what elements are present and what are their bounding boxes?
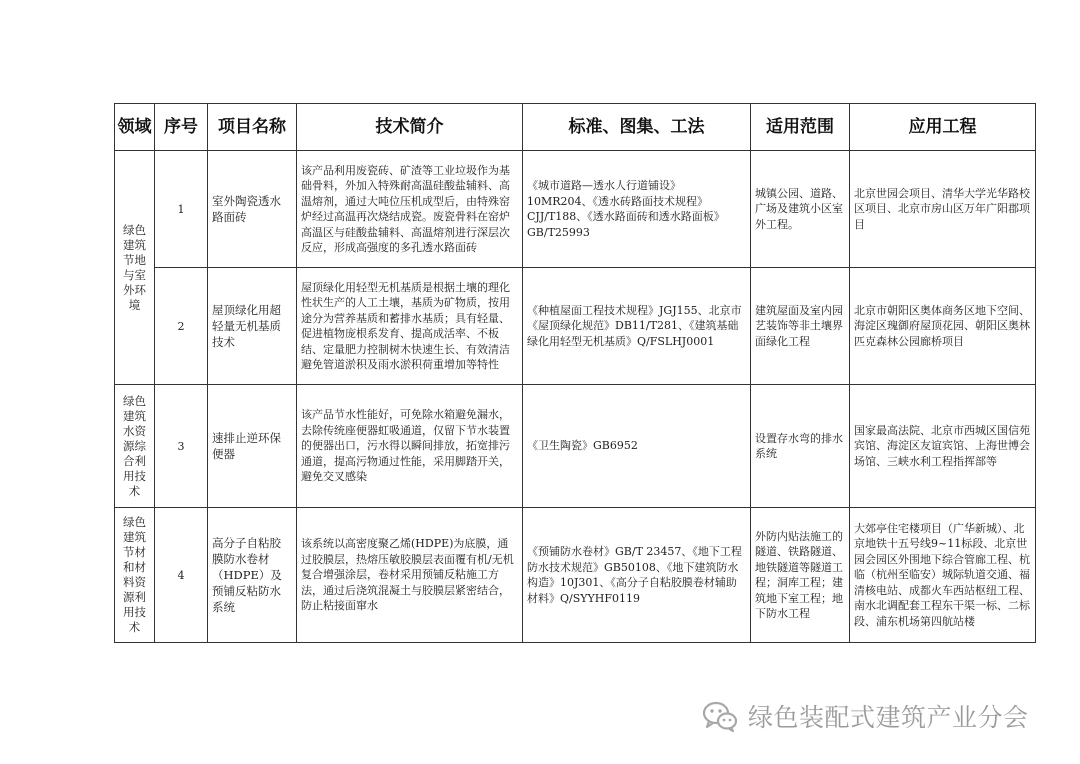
intro-cell: 该产品利用废瓷砖、矿渣等工业垃圾作为基础骨料，外加入特殊耐高温硅酸盐辅料、高温熔剂，通过大吨位压机成型后，由特殊窑炉经过高温再次烧结成瓷。废瓷骨料在窑炉高温区与硅酸盐辅料、高温熔剂进行深层次反应，形成高强度的多孔透水路面砖: [297, 151, 523, 268]
header-intro: 技术简介: [297, 104, 523, 151]
name-cell: 屋顶绿化用超轻量无机基质技术: [208, 268, 297, 385]
seq-cell: 3: [155, 385, 208, 508]
projects-cell: 北京市朝阳区奥体商务区地下空间、海淀区瑰御府屋顶花园、朝阳区奥林匹克森林公园廊桥项目: [850, 268, 1036, 385]
standards-cell: 《卫生陶瓷》GB6952: [523, 385, 751, 508]
projects-cell: 国家最高法院、北京市西城区国信苑宾馆、海淀区友谊宾馆、上海世博会场馆、三峡水利工程指挥部等: [850, 385, 1036, 508]
watermark: [700, 696, 1029, 736]
standards-cell: 《种植屋面工程技术规程》JGJ155、北京市《屋顶绿化规范》DB11/T281、《建筑基础绿化用轻型无机基质》Q/FSLHJ0001: [523, 268, 751, 385]
intro-cell: 该系统以高密度聚乙烯(HDPE)为底膜，通过胶膜层，热熔压敏胶膜层表面覆有机/无机复合增强涂层，卷材采用预铺反粘施工方法，通过后浇筑混凝土与胶膜层紧密结合，防止粘接面窜水: [297, 508, 523, 643]
domain-cell: 绿色建筑节地与室外环境: [115, 151, 155, 385]
table-row: [115, 508, 1036, 643]
table-header-row: [115, 104, 1036, 151]
watermark-text: 绿色装配式建筑产业分会: [748, 703, 1029, 732]
technology-table: [114, 103, 1036, 643]
scope-cell: 城镇公园、道路、广场及建筑小区室外工程。: [751, 151, 850, 268]
header-projects: 应用工程: [850, 104, 1036, 151]
header-name: 项目名称: [208, 104, 297, 151]
scope-cell: 设置存水弯的排水系统: [751, 385, 850, 508]
domain-cell: 绿色建筑水资源综合利用技术: [115, 385, 155, 508]
intro-cell: 该产品节水性能好，可免除水箱避免漏水，去除传统座便器虹吸通道，仅留下节水装置的便器出口，污水得以瞬间排放，拓宽排污通道，提高污物通过性能，采用脚踏开关，避免交叉感染: [297, 385, 523, 508]
name-cell: 速排止逆环保便器: [208, 385, 297, 508]
standards-cell: 《城市道路—透水人行道铺设》10MR204、《透水砖路面技术规程》CJJ/T188、《透水路面砖和透水路面板》GB/T25993: [523, 151, 751, 268]
name-cell: 室外陶瓷透水路面砖: [208, 151, 297, 268]
scope-cell: 外防内贴法施工的隧道、铁路隧道、地铁隧道等隧道工程；洞库工程；建筑地下室工程；地下防水工程: [751, 508, 850, 643]
seq-cell: 4: [155, 508, 208, 643]
header-standards: 标准、图集、工法: [523, 104, 751, 151]
seq-cell: 2: [155, 268, 208, 385]
header-scope: 适用范围: [751, 104, 850, 151]
table-row: [115, 151, 1036, 268]
name-cell: 高分子自粘胶膜防水卷材（HDPE）及预铺反粘防水系统: [208, 508, 297, 643]
standards-cell: 《预铺防水卷材》GB/T 23457、《地下工程防水技术规范》GB50108、《地下建筑防水构造》10J301、《高分子自粘胶膜卷材辅助材料》Q/SYYHF0119: [523, 508, 751, 643]
table-row: [115, 268, 1036, 385]
scope-cell: 建筑屋面及室内园艺装饰等非土壤界面绿化工程: [751, 268, 850, 385]
seq-cell: 1: [155, 151, 208, 268]
projects-cell: 大郊亭住宅楼项目（广华新城）、北京地铁十五号线9~11标段、北京世园会园区外围地下综合管廊工程、杭临（杭州至临安）城际轨道交通、福清核电站、成都火车西站枢纽工程、南水北调配套工程东干渠一标、二标段、浦东机场第四航站楼: [850, 508, 1036, 643]
intro-cell: 屋顶绿化用轻型无机基质是根据土壤的理化性状生产的人工土壤，基质为矿物质，按用途分为营养基质和蓄排水基质；具有轻量、促进植物庞根系发育、提高成活率、不板结、定量肥力控制树木快速生长、有效清洁避免管道淤积及雨水淤积荷重增加等特性: [297, 268, 523, 385]
wechat-icon: [700, 696, 740, 736]
header-seq: 序号: [155, 104, 208, 151]
projects-cell: 北京世园会项目、清华大学光华路校区项目、北京市房山区万年广阳郡项目: [850, 151, 1036, 268]
table-row: [115, 385, 1036, 508]
domain-cell: 绿色建筑节材和材料资源利用技术: [115, 508, 155, 643]
header-domain: 领域: [115, 104, 155, 151]
